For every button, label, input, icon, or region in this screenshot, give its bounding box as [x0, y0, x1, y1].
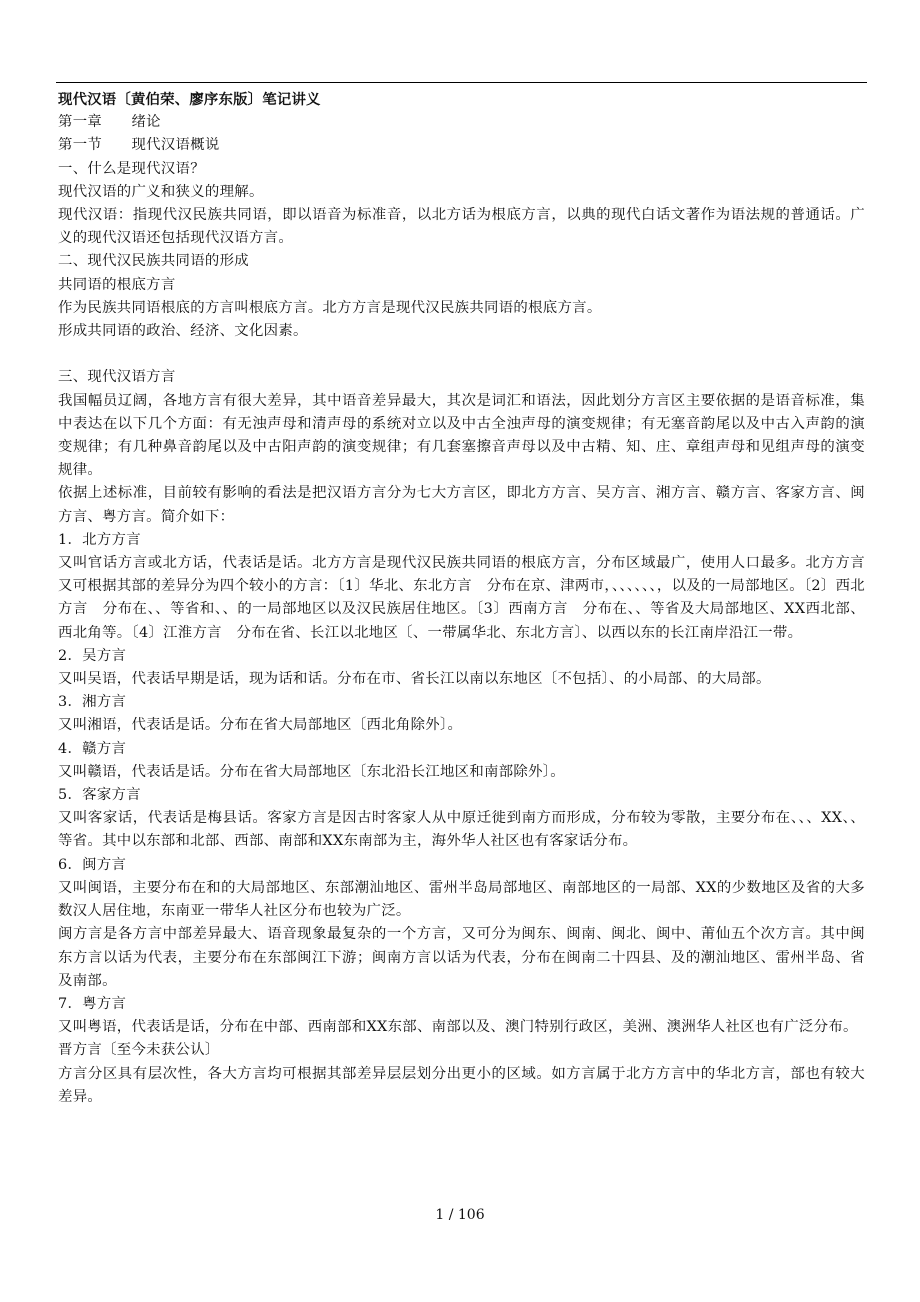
dialect-heading: 3．湘方言	[58, 694, 127, 711]
paragraph: 方言分区具有层次性，各大方言均可根据其部差异层层划分出更小的区域。如方言属于北方方言中的华北方言，部也有较大差异。	[58, 1065, 865, 1105]
paragraph: 晋方言〔至今未获公认〕	[58, 1042, 220, 1059]
paragraph: 共同语的根底方言	[58, 276, 176, 293]
subsection-heading: 二、现代汉民族共同语的形成	[58, 253, 249, 270]
subsection-heading: 一、什么是现代汉语？	[58, 160, 205, 177]
blank-line	[58, 343, 865, 366]
paragraph: 现代汉语的广义和狭义的理解。	[58, 183, 264, 200]
paragraph: 闽方言是各方言中部差异最大、语音现象最复杂的一个方言，又可分为闽东、闽南、闽北、闽中、莆仙五个次方言。其中闽东方言以话为代表，主要分布在东部闽江下游；闽南方言以话为代表，分布在闽南二十四县、及的潮汕地区、雷州半岛、省及南部。	[58, 926, 865, 989]
paragraph: 又叫赣语，代表话是话。分布在省大局部地区〔东北沿长江地区和南部除外〕。	[58, 763, 565, 780]
dialect-heading: 4．赣方言	[58, 740, 127, 757]
paragraph: 现代汉语：指现代汉民族共同语，即以语音为标准音，以北方话为根底方言，以典的现代白话文著作为语法规的普通话。广义的现代汉语还包括现代汉语方言。	[58, 207, 865, 247]
dialect-heading: 5．客家方言	[58, 787, 141, 804]
document-body	[58, 88, 865, 1109]
dialect-heading: 6．闽方言	[58, 856, 127, 873]
page-number: 1 / 106	[435, 1207, 485, 1223]
header-rule	[56, 82, 867, 83]
section-heading: 第一节 现代汉语概说	[58, 137, 220, 154]
dialect-heading: 7．粤方言	[58, 995, 127, 1012]
paragraph: 我国幅员辽阔，各地方言有很大差异，其中语音差异最大，其次是词汇和语法，因此划分方言区主要依据的是语音标准，集中表达在以下几个方面：有无浊声母和清声母的系统对立以及中古全浊声母的演变规律；有无塞音韵尾以及中古入声韵的演变规律；有几种鼻音韵尾以及中古阳声韵的演变规律；有几套塞擦音声母以及中古精、知、庄、章组声母和见组声母的演变规律。	[58, 392, 865, 479]
paragraph: 又叫湘语，代表话是话。分布在省大局部地区〔西北角除外〕。	[58, 717, 463, 734]
subsection-heading: 三、现代汉语方言	[58, 369, 176, 386]
paragraph: 依据上述标准，目前较有影响的看法是把汉语方言分为七大方言区，即北方方言、吴方言、湘方言、赣方言、客家方言、闽方言、粤方言。简介如下：	[58, 485, 865, 525]
paragraph: 又叫粤语，代表话是话，分布在中部、西南部和XX东部、南部以及、澳门特别行政区，美洲、澳洲华人社区也有广泛分布。	[58, 1019, 858, 1036]
paragraph: 又叫闽语，主要分布在和的大局部地区、东部潮汕地区、雷州半岛局部地区、南部地区的一局部、XX的少数地区及省的大多数汉人居住地，东南亚一带华人社区分布也较为广泛。	[58, 879, 865, 920]
paragraph: 作为民族共同语根底的方言叫根底方言。北方方言是现代汉民族共同语的根底方言。	[58, 299, 602, 316]
paragraph: 又叫客家话，代表话是梅县话。客家方言是因古时客家人从中原迁徙到南方而形成，分布较为零散，主要分布在、、、XX、、等省。其中以东部和北部、西部、南部和XX东南部为主，海外华人社区也有客家话分布。	[58, 810, 865, 850]
chapter-heading: 第一章 绪论	[58, 114, 161, 131]
paragraph: 又叫官话方言或北方话，代表话是话。北方方言是现代汉民族共同语的根底方言，分布区域最广，使用人口最多。北方方言又可根据其部的差异分为四个较小的方言：〔1〕华北、东北方言 分布在京、津两市，、、、、、、，以及的一局部地区。〔2〕西北方言 分布在、、等省和、、的一局部地区以及汉民族居住地区。〔3〕西南方言 分布在、、等省及大局部地区、XX西北部、西北角等。〔4〕江淮方言 分布在省、长江以北地区〔、一带属华北、东北方言〕、以西以东的长江南岸沿江一带。	[58, 555, 865, 641]
paragraph: 又叫吴语，代表话早期是话，现为话和话。分布在市、省长江以南以东地区〔不包括〕、的小局部、的大局部。	[58, 671, 771, 688]
dialect-heading: 2．吴方言	[58, 647, 127, 664]
paragraph: 形成共同语的政治、经济、文化因素。	[58, 323, 308, 340]
dialect-heading: 1．北方方言	[58, 531, 141, 548]
document-title: 现代汉语〔黄伯荣、廖序东版〕笔记讲义	[58, 91, 321, 108]
